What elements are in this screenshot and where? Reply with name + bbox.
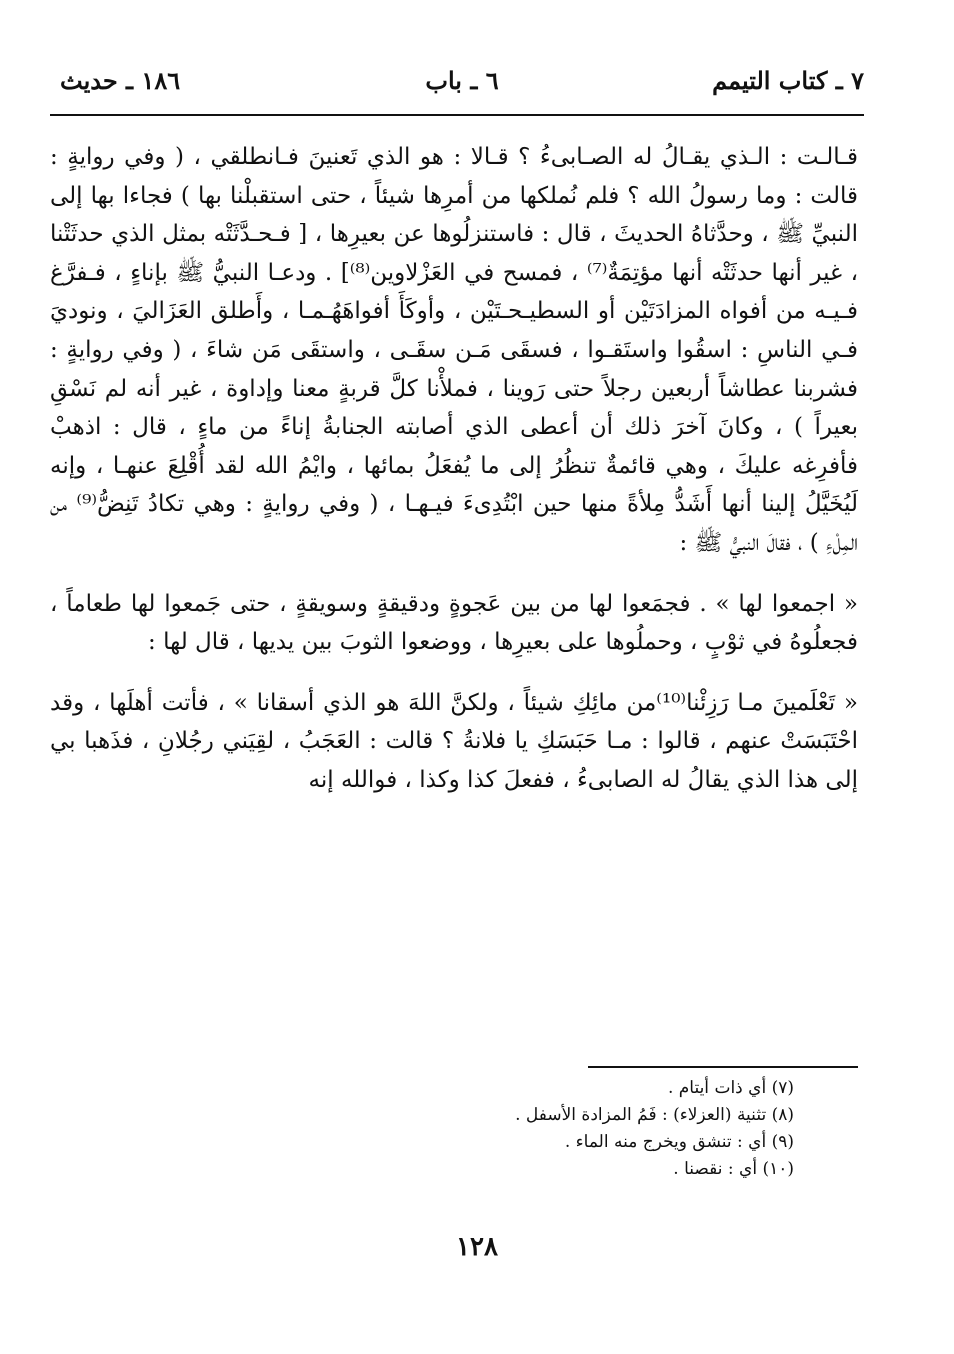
footnote-divider [588,1066,858,1068]
header-book-title: ٧ ـ كتاب التيمم [712,66,864,95]
footnote-9: (٩) أي : تنشق ويخرج منه الماء . [564,1132,794,1152]
footnote-10: (١٠) أي : نقصنا . [673,1159,794,1179]
footnote-8: (٨) تثنية (العزلاء) : فَمُ المزادة الأسفل . [515,1105,794,1125]
footnotes [50,1075,794,1183]
header-divider [50,114,864,116]
running-header [60,60,864,100]
paragraph-3: « تَعْلَمينَ مـا رَزِئْنا⁽¹⁰⁾من مائِكِ شيئاً ، ولكنَّ اللهَ هو الذي أسقانا » ، فأتت أهلَها ، وقد احْتَبَسَتْ عنهم ، قالوا : مـا حَبَسَكِ يا فلانةُ ؟ قالت : العَجَبُ ، لقِيَني رجُلانِ ، فذَهبا بي إلى هذا الذي يقالُ له الصابىءُ ، ففعلَ كذا وكذا ، فوالله إنه [50,689,859,793]
paragraph-1: قـالـت : الـذي يقـالُ له الصـابىءُ ؟ قـالا : هو الذي تَعنينَ فـانطلقي ، ( وفي روايةٍ : قالت : وما رسولُ الله ؟ فلم نُملكها من أمرِها شيئاً ، حتى استقبلْنا بها ) فجاءا بها إلى النبيِّ ﷺ ، وحدَّثاهُ الحديثَ ، قال : فاستنزلُوها عن بعيرِها ، [ فـحـدَّثَتْه بمثل الذي حدثَتْنا ، غير أنها حدثَتْه أنها مؤتِمَةٌ⁽⁷⁾ ، فمسح في العَزْلاوين⁽⁸⁾] . ودعـا النبيُّ ﷺ بإناءٍ ، فـفرَّغ فـيـه من أفواه المزادَتَيْن أو السطيـحـتَيْن ، وأوكَأَ أفواهَهُـمـا ، وأَطلق العَزَاليَ ، ونوديَ فـي الناسِ : اسقُوا واستَقـوا ، فسقَى مَـن سقَـى ، واستقَى مَن شاءَ ، ( وفي روايةٍ : فشربنا عطاشاً أربعين رجلاً حتى رَوينا ، فملأْنا كلَّ قربةٍ معنا وإداوة ، غير أنه لم نَسْقِ بعيراً ) ، وكانَ آخرَ ذلك أن أعطى الذي أصابته الجنابةُ إناءً من ماءٍ ، قال : اذهبْ فأفرِغه عليكَ ، وهي قائمةٌ تنظُرُ إلى ما يُفعَلُ بمائها ، وايْمُ الله لقد أُقْلِعَ عنهـا ، وإنه لَيُخَيَّلُ إلينا أنها أَشَدُّ مِلأةً منها حين ابْتُدِىءَ فيـهـا ، ( وفي روايةٍ : وهي تكادُ تَنِضُّ⁽⁹⁾ من المِلْءِ ) ، فقالَ النبيُّ ﷺ : [50,144,858,556]
footnote-7: (٧) أي ذات أيتام . [667,1078,794,1098]
paragraph-2: « اجمعوا لها » . فجمَعوا لها من بين عَجوةٍ ودقيقةٍ وسويقةٍ ، حتى جَمعوا لها طعاماً ، فجعلُوهُ في ثوْبٍ ، وحملُوها على بعيرِها ، ووضعوا الثوبَ بين يديها ، قال لها : [50,590,858,656]
header-hadith-number: ١٨٦ ـ حديث [60,66,181,95]
main-text [50,138,858,822]
page-number: ١٢٨ [456,1232,498,1262]
header-chapter: ٦ ـ باب [425,66,499,95]
